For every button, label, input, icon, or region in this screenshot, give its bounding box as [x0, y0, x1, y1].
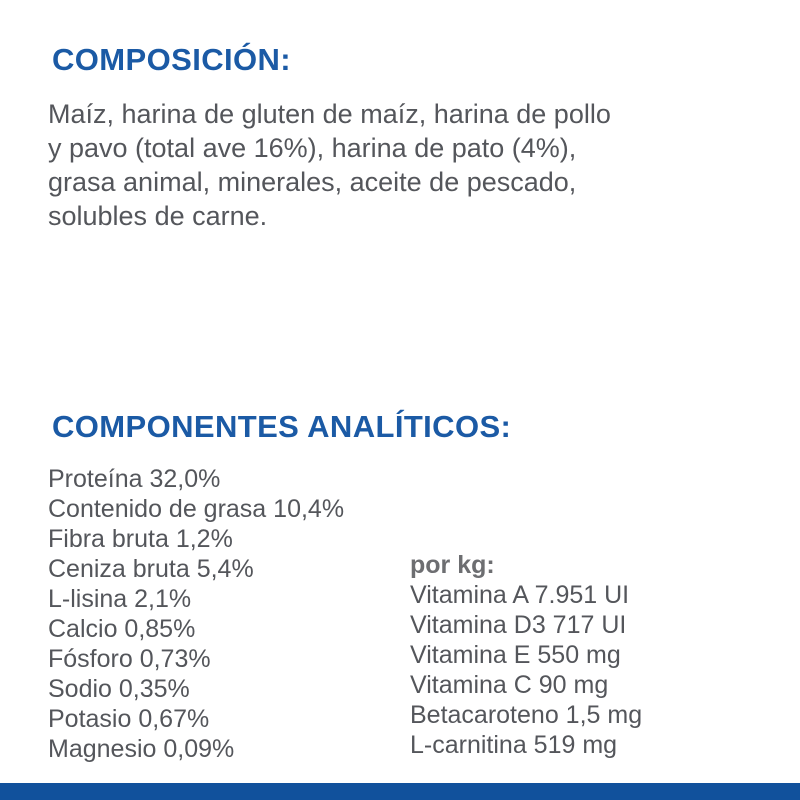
composition-text	[48, 97, 748, 233]
nutrient-list	[48, 464, 344, 764]
list-item: Vitamina A 7.951 UI	[410, 581, 630, 609]
analytical-heading: COMPONENTES ANALÍTICOS:	[52, 409, 512, 444]
list-item: grasa animal, minerales, aceite de pescado,	[48, 167, 577, 197]
list-item: Betacaroteno 1,5 mg	[410, 701, 643, 729]
list-item: Contenido de grasa 10,4%	[48, 495, 345, 523]
list-item: L-carnitina 519 mg	[410, 731, 618, 759]
list-item: Vitamina D3 717 UI	[410, 611, 627, 639]
per-kg-block	[410, 550, 642, 760]
footer-accent-bar	[0, 783, 800, 800]
list-item: Fósforo 0,73%	[48, 645, 211, 673]
list-item: Maíz, harina de gluten de maíz, harina de pollo	[48, 99, 611, 129]
list-item: Ceniza bruta 5,4%	[48, 555, 254, 583]
list-item: Vitamina C 90 mg	[410, 671, 609, 699]
vitamin-list	[410, 580, 642, 760]
list-item: L-lisina 2,1%	[48, 585, 192, 613]
list-item: Sodio 0,35%	[48, 675, 190, 703]
list-item: Vitamina E 550 mg	[410, 641, 621, 669]
list-item: Potasio 0,67%	[48, 705, 210, 733]
list-item: solubles de carne.	[48, 201, 268, 231]
list-item: Proteína 32,0%	[48, 465, 221, 493]
list-item: Calcio 0,85%	[48, 615, 196, 643]
list-item: Fibra bruta 1,2%	[48, 525, 233, 553]
list-item: y pavo (total ave 16%), harina de pato (4%),	[48, 133, 577, 163]
per-kg-label: por kg:	[410, 551, 495, 579]
list-item: Magnesio 0,09%	[48, 735, 235, 763]
composition-heading: COMPOSICIÓN:	[52, 42, 292, 77]
